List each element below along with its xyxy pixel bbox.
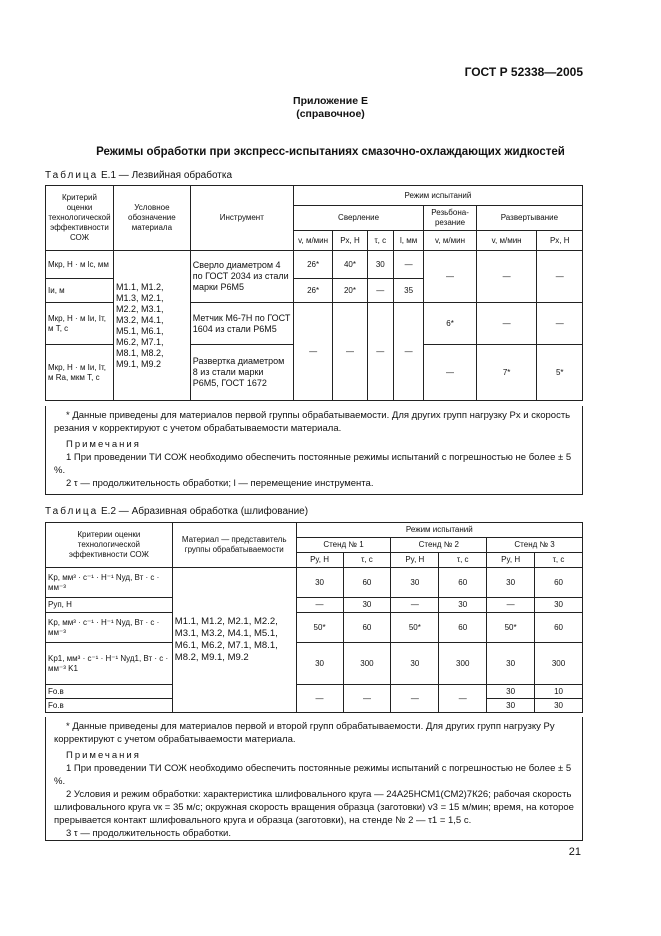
t2-cell: — — [296, 685, 343, 713]
t2-material: М1.1, М1.2, М2.1, М2.2, М3.1, М3.2, М4.1, М5.1, М6.1, М6.2, М7.1, М8.1, М8.2, М9.1, М9.2 — [172, 568, 296, 713]
t2-header-mode: Режим испытаний — [296, 523, 582, 538]
t1-tool-reamer: Развертка диаметром 8 из стали марки Р6М5, ГОСТ 1672 — [190, 345, 293, 401]
t1-header-threading: Резьбона-резание — [424, 206, 477, 231]
t1-cell: 26* — [293, 251, 332, 279]
t1-criterion-1: Mкр, Н · м lc, мм — [46, 251, 114, 279]
t2-sub-4: Py, Н — [487, 553, 535, 568]
t2-cell: 30 — [296, 643, 343, 685]
page-number: 21 — [568, 846, 581, 858]
t2-cell: — — [296, 598, 343, 613]
t1-header-tool: Инструмент — [190, 186, 293, 251]
t1-sub-1: Px, Н — [333, 231, 367, 251]
t2-cell: 30 — [391, 643, 439, 685]
t1-cell: — — [393, 303, 423, 401]
t2-cell: 60 — [343, 568, 391, 598]
table2-notes — [45, 717, 583, 841]
t1-cell: — — [333, 303, 367, 401]
appendix-heading — [0, 95, 661, 121]
t1-header-drilling: Сверление — [293, 206, 423, 231]
t1-cell: 7* — [476, 345, 537, 401]
table1-footnote: * Данные приведены для материалов первой группы обрабатываемости. Для других групп нагрузку Px и скорость резания v корректируют с учетом обрабатываемости материала. — [54, 410, 571, 434]
table1-note-1: 1 При проведении ТИ СОЖ необходимо обеспечить постоянные режимы испытаний с погрешностью не более ± 5 %. — [54, 452, 572, 476]
t2-cell: 60 — [439, 568, 487, 598]
t1-tool-tap: Метчик М6-7Н по ГОСТ 1604 из стали Р6М5 — [190, 303, 293, 345]
t2-cell: 300 — [535, 643, 583, 685]
t1-material: М1.1, М1.2, М1.3, М2.1, М2.2, М3.1, М3.2, М4.1, М5.1, М6.1, М6.2, М7.1, М8.1, М8.2, М9.1, М9.2 — [113, 251, 190, 401]
t1-header-mode: Режим испытаний — [293, 186, 582, 206]
table2-caption — [45, 506, 308, 517]
t1-sub-3: l, мм — [393, 231, 423, 251]
t1-sub-4: v, м/мин — [424, 231, 477, 251]
t1-cell: 20* — [333, 279, 367, 303]
t1-cell: — — [424, 345, 477, 401]
t2-cell: 30 — [487, 699, 535, 713]
t2-header-stand1: Стенд № 1 — [296, 538, 391, 553]
t2-cell: 30 — [487, 568, 535, 598]
t1-cell: 40* — [333, 251, 367, 279]
t2-cell: — — [439, 685, 487, 713]
t1-cell: 6* — [424, 303, 477, 345]
table1-caption-text: Е.1 — Лезвийная обработка — [101, 170, 233, 181]
t2-sub-3: τ, с — [439, 553, 487, 568]
t1-cell: 26* — [293, 279, 332, 303]
t2-cell: 30 — [439, 598, 487, 613]
t2-cell: 30 — [343, 598, 391, 613]
t2-cell: — — [391, 598, 439, 613]
t2-header-stand2: Стенд № 2 — [391, 538, 487, 553]
table2-caption-text: Е.2 — Абразивная обработка (шлифование) — [101, 506, 309, 517]
t1-criterion-4: Mкр, Н · м Iи, Iт, м Ra, мкм T, с — [46, 345, 114, 401]
table1 — [45, 185, 583, 401]
t2-cell: — — [343, 685, 391, 713]
t2-cell: 30 — [487, 643, 535, 685]
t2-header-stand3: Стенд № 3 — [487, 538, 583, 553]
t2-cell: 30 — [487, 685, 535, 699]
t1-cell: — — [293, 303, 332, 401]
t2-criterion: Kр, мм³ · с⁻¹ · Н⁻¹ Nуд, Вт · с · мм⁻³ — [46, 613, 173, 643]
table1-caption-prefix: Таблица — [45, 170, 99, 181]
t2-criterion: Fо.в — [46, 685, 173, 699]
t2-cell: 60 — [535, 613, 583, 643]
t2-cell: 300 — [439, 643, 487, 685]
t2-cell: 50* — [391, 613, 439, 643]
t2-criterion: Pуп, Н — [46, 598, 173, 613]
t1-cell: — — [367, 303, 393, 401]
table1-notes-title: Примечания — [66, 439, 141, 450]
t1-criterion-3: Mкр, Н · м Iи, Iт, м T, с — [46, 303, 114, 345]
appendix-label: Приложение Е — [293, 95, 368, 107]
t1-cell: 30 — [367, 251, 393, 279]
t1-criterion-2: Iи, м — [46, 279, 114, 303]
t1-cell: — — [476, 251, 537, 303]
t2-header-material: Материал — представитель группы обрабатываемости — [172, 523, 296, 568]
table1-note-2: 2 τ — продолжительность обработки; l — перемещение инструмента. — [66, 478, 374, 489]
t1-cell: — — [367, 279, 393, 303]
t2-cell: — — [487, 598, 535, 613]
t1-header-material: Условное обозначение материала — [113, 186, 190, 251]
t1-sub-0: v, м/мин — [293, 231, 332, 251]
t2-criterion: Fо.в — [46, 699, 173, 713]
t1-sub-6: Px, Н — [537, 231, 583, 251]
t2-sub-2: Py, Н — [391, 553, 439, 568]
t2-cell: 50* — [296, 613, 343, 643]
appendix-type: (справочное) — [296, 108, 365, 120]
t2-cell: 30 — [535, 699, 583, 713]
t1-cell: 5* — [537, 345, 583, 401]
t2-cell: — — [391, 685, 439, 713]
table1-notes — [45, 406, 583, 495]
t2-sub-0: Py, Н — [296, 553, 343, 568]
table2-notes-title: Примечания — [66, 750, 141, 761]
t2-cell: 30 — [391, 568, 439, 598]
t2-cell: 60 — [439, 613, 487, 643]
table2-note-1: 1 При проведении ТИ СОЖ необходимо обеспечить постоянные режимы испытаний с погрешностью не более ± 5 %. — [54, 763, 572, 787]
t2-cell: 60 — [535, 568, 583, 598]
table2-footnote: * Данные приведены для материалов первой и второй групп обрабатываемости. Для других групп нагрузку Py корректируют с учетом обрабатываемости материала. — [54, 721, 555, 745]
t2-sub-1: τ, с — [343, 553, 391, 568]
t2-cell: 50* — [487, 613, 535, 643]
t1-cell: — — [393, 251, 423, 279]
section-title: Режимы обработки при экспресс-испытаниях смазочно-охлаждающих жидкостей — [96, 146, 565, 158]
table2-caption-prefix: Таблица — [45, 506, 99, 517]
t2-cell: 30 — [296, 568, 343, 598]
table2 — [45, 522, 583, 713]
t2-criterion: Kр1, мм³ · с⁻¹ · Н⁻¹ Nуд1, Вт · с · мм⁻³ K1 — [46, 643, 173, 685]
t1-tool-drill: Сверло диаметром 4 по ГОСТ 2034 из стали марки Р6М5 — [190, 251, 293, 303]
table2-note-2: 2 Условия и режим обработки: характеристика шлифовального круга — 24А25НСМ1(СМ2)7К26; рабочая скорость шлифовального круга vк = 35 м/с; окружная скорость вращения образца (заготовки) v3 = 15 м/мин; время, на которое прерывается контакт шлифовального круга и образца (заготовки), на стенде № 2 — τ1 = 1,5 с. — [54, 789, 574, 826]
t2-cell: 10 — [535, 685, 583, 699]
t1-cell: — — [537, 251, 583, 303]
table1-caption — [45, 170, 232, 181]
t2-cell: 30 — [535, 598, 583, 613]
t2-sub-5: τ, с — [535, 553, 583, 568]
t1-header-criterion: Критерий оценки технологической эффективности СОЖ — [46, 186, 114, 251]
t2-cell: 60 — [343, 613, 391, 643]
t1-sub-2: τ, с — [367, 231, 393, 251]
t1-sub-5: v, м/мин — [476, 231, 537, 251]
table2-note-3: 3 τ — продолжительность обработки. — [66, 828, 231, 839]
t1-cell: — — [537, 303, 583, 345]
t2-criterion: Kр, мм³ · с⁻¹ · Н⁻¹ Nуд, Вт · с · мм⁻³ — [46, 568, 173, 598]
t2-header-criterion: Критерии оценки технологической эффективности СОЖ — [46, 523, 173, 568]
t1-header-reaming: Развертывание — [476, 206, 582, 231]
document-header: ГОСТ Р 52338—2005 — [464, 65, 583, 79]
t1-cell: — — [476, 303, 537, 345]
t1-cell: 35 — [393, 279, 423, 303]
t1-cell: — — [424, 251, 477, 303]
t2-cell: 300 — [343, 643, 391, 685]
